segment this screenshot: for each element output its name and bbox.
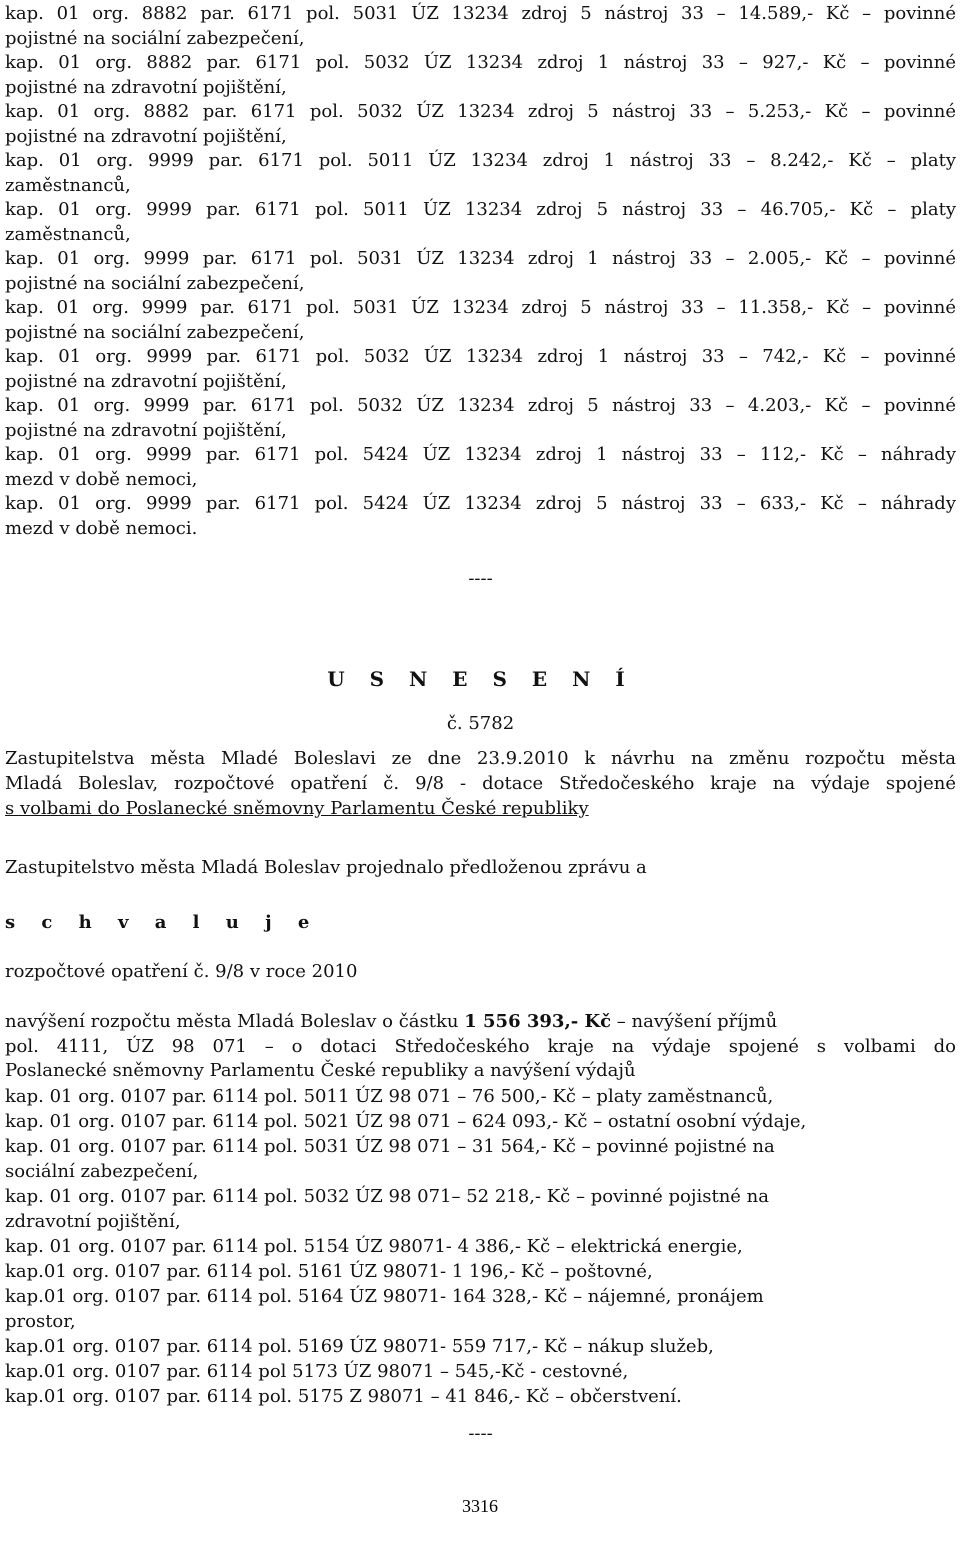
budget-entry: kap. 01 org. 9999 par. 6171 pol. 5032 ÚZ 13234 zdroj 5 nástroj 33 – 4.203,- Kč – povinné pojistné na zdravotní pojištění, bbox=[5, 395, 956, 441]
section-separator: ---- bbox=[468, 1422, 493, 1444]
entry-list bbox=[5, 2, 956, 541]
budget-entry: kap. 01 org. 9999 par. 6171 pol. 5031 ÚZ 13234 zdroj 1 nástroj 33 – 2.005,- Kč – povinné pojistné na sociální zabezpečení, bbox=[5, 248, 956, 294]
list-item: kap. 01 org. 0107 par. 6114 pol. 5021 ÚZ 98 071 – 624 093,- Kč – ostatní osobní výdaje, bbox=[5, 1110, 807, 1132]
list-item: kap. 01 org. 0107 par. 6114 pol. 5031 ÚZ 98 071 – 31 564,- Kč – povinné pojistné na bbox=[5, 1135, 775, 1157]
list-item: kap.01 org. 0107 par. 6114 pol 5173 ÚZ 98071 – 545,-Kč - cestovné, bbox=[5, 1360, 629, 1382]
expense-list bbox=[5, 1084, 956, 1409]
list-item: kap. 01 org. 0107 par. 6114 pol. 5154 ÚZ 98071- 4 386,- Kč – elektrická energie, bbox=[5, 1235, 743, 1257]
list-item: kap.01 org. 0107 par. 6114 pol. 5175 Z 98071 – 41 846,- Kč – občerstvení. bbox=[5, 1385, 682, 1407]
budget-increase-line: navýšení rozpočtu města Mladá Boleslav o částku 1 556 393,- Kč – navýšení příjmů bbox=[5, 1011, 778, 1032]
budget-entry: kap. 01 org. 8882 par. 6171 pol. 5031 ÚZ 13234 zdroj 5 nástroj 33 – 14.589,- Kč – povinné pojistné na sociální zabezpečení, bbox=[5, 3, 956, 49]
intro-paragraph: Zastupitelstvo města Mladá Boleslav projednalo předloženou zprávu a bbox=[5, 857, 647, 878]
budget-entry: kap. 01 org. 9999 par. 6171 pol. 5031 ÚZ 13234 zdroj 5 nástroj 33 – 11.358,- Kč – povinné pojistné na sociální zabezpečení, bbox=[5, 297, 956, 343]
budget-entry: kap. 01 org. 9999 par. 6171 pol. 5011 ÚZ 13234 zdroj 5 nástroj 33 – 46.705,- Kč – platy zaměstnanců, bbox=[5, 199, 956, 245]
revenue-item: pol. 4111, ÚZ 98 071 – o dotaci Středočeského kraje na výdaje spojené s volbami do Poslanecké sněmovny Parlamentu České republiky a navýšení výdajů bbox=[5, 1035, 956, 1081]
list-item: prostor, bbox=[5, 1310, 76, 1332]
budget-entry: kap. 01 org. 8882 par. 6171 pol. 5032 ÚZ 13234 zdroj 1 nástroj 33 – 927,- Kč – povinné pojistné na zdravotní pojištění, bbox=[5, 52, 956, 98]
budget-entry: kap. 01 org. 9999 par. 6171 pol. 5011 ÚZ 13234 zdroj 1 nástroj 33 – 8.242,- Kč – platy zaměstnanců, bbox=[5, 150, 956, 196]
list-item: kap. 01 org. 0107 par. 6114 pol. 5032 ÚZ 98 071– 52 218,- Kč – povinné pojistné na bbox=[5, 1185, 769, 1207]
budget-entry: kap. 01 org. 8882 par. 6171 pol. 5032 ÚZ 13234 zdroj 5 nástroj 33 – 5.253,- Kč – povinné pojistné na zdravotní pojištění, bbox=[5, 101, 956, 147]
increase-amount: 1 556 393,- Kč bbox=[464, 1011, 612, 1032]
page-number: 3316 bbox=[462, 1496, 498, 1516]
list-item: kap. 01 org. 0107 par. 6114 pol. 5011 ÚZ 98 071 – 76 500,- Kč – platy zaměstnanců, bbox=[5, 1085, 774, 1107]
budget-measure-line: rozpočtové opatření č. 9/8 v roce 2010 bbox=[5, 961, 358, 982]
approves-label: s c h v a l u j e bbox=[5, 912, 320, 933]
budget-entry: kap. 01 org. 9999 par. 6171 pol. 5424 ÚZ 13234 zdroj 5 nástroj 33 – 633,- Kč – náhrady mezd v době nemoci. bbox=[5, 493, 956, 539]
section-separator: ---- bbox=[468, 568, 493, 589]
title-line: Mladá Boleslav, rozpočtové opatření č. 9/8 - dotace Středočeského kraje na výdaje spojené bbox=[5, 773, 956, 794]
budget-entry: kap. 01 org. 9999 par. 6171 pol. 5032 ÚZ 13234 zdroj 1 nástroj 33 – 742,- Kč – povinné pojistné na zdravotní pojištění, bbox=[5, 346, 956, 392]
resolution-heading: U S N E S E N Í bbox=[327, 667, 634, 691]
list-item: kap.01 org. 0107 par. 6114 pol. 5164 ÚZ 98071- 164 328,- Kč – nájemné, pronájem bbox=[5, 1285, 764, 1307]
title-line: Zastupitelstva města Mladé Boleslavi ze dne 23.9.2010 k návrhu na změnu rozpočtu města bbox=[5, 748, 956, 769]
resolution-number: č. 5782 bbox=[446, 713, 515, 734]
resolution-title bbox=[5, 746, 956, 821]
budget-entry: kap. 01 org. 9999 par. 6171 pol. 5424 ÚZ 13234 zdroj 1 nástroj 33 – 112,- Kč – náhrady mezd v době nemoci, bbox=[5, 444, 956, 490]
list-item: sociální zabezpečení, bbox=[5, 1160, 199, 1182]
list-item: kap.01 org. 0107 par. 6114 pol. 5161 ÚZ 98071- 1 196,- Kč – poštovné, bbox=[5, 1260, 653, 1282]
list-item: kap.01 org. 0107 par. 6114 pol. 5169 ÚZ 98071- 559 717,- Kč – nákup služeb, bbox=[5, 1335, 714, 1357]
list-item: zdravotní pojištění, bbox=[5, 1210, 181, 1232]
title-line: s volbami do Poslanecké sněmovny Parlamentu České republiky bbox=[5, 798, 589, 819]
